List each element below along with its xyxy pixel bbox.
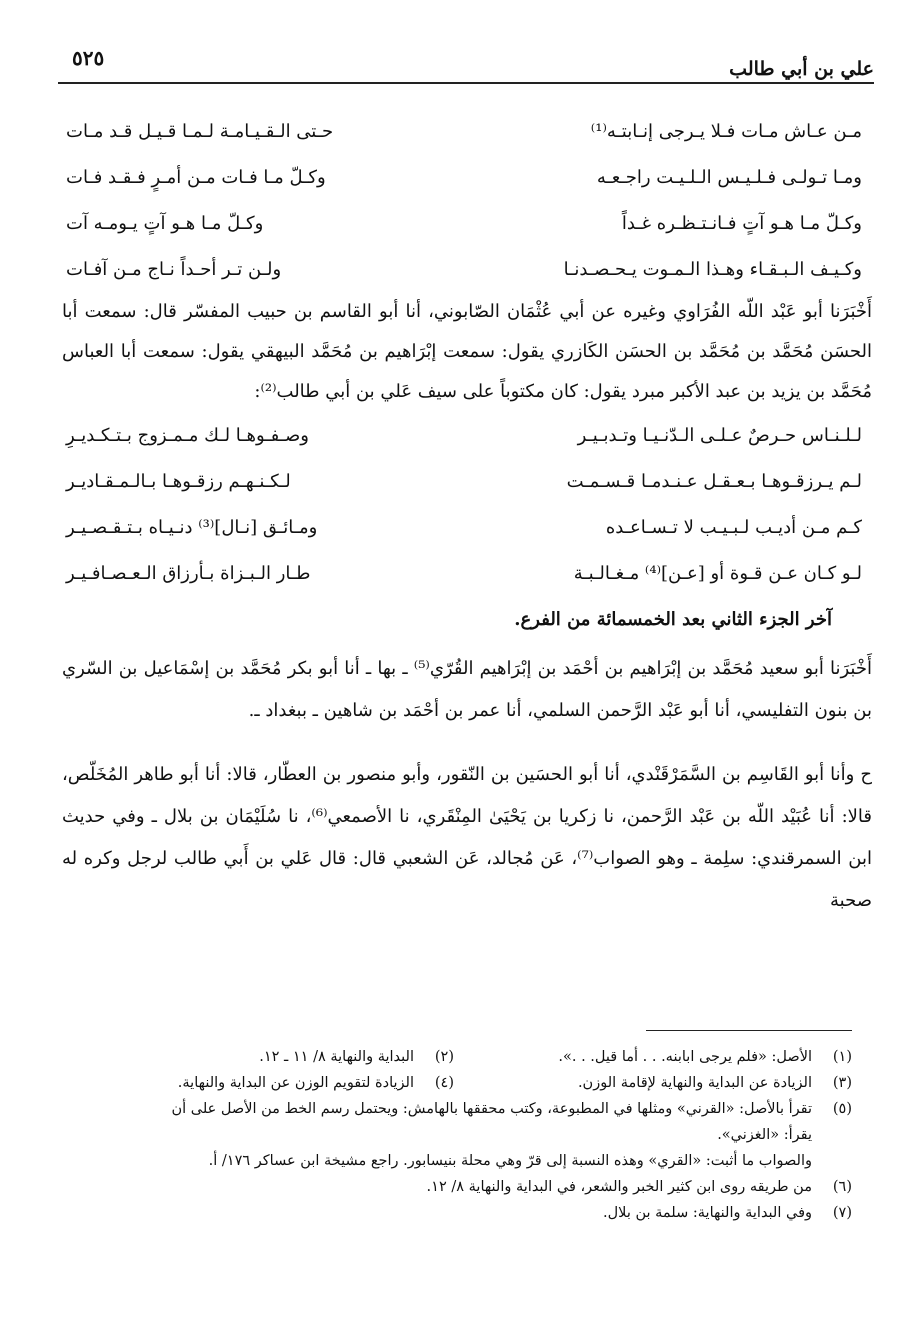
poem-first xyxy=(62,108,872,292)
page-body xyxy=(62,108,872,922)
footnote-continuation: يقرأ: «الغزني». xyxy=(717,1127,812,1143)
verse-first-hemistich: لـو كـان عـن قـوة أو [عـن]⁽⁴⁾ مـغـالـبـة xyxy=(573,562,862,584)
verse-second-hemistich: ومـائـق [نـال]⁽³⁾ دنـيـاه بـتـقـصـيـر xyxy=(66,516,318,538)
verse xyxy=(62,154,872,200)
header-rule xyxy=(58,82,874,84)
footnote-rule xyxy=(646,1030,852,1031)
footnote-number: (٤) xyxy=(434,1075,454,1091)
footnote xyxy=(56,1174,852,1200)
verse-first-hemistich: وكـلّ مـا هـو آتٍ فـانـتـظـره غـداً xyxy=(621,212,862,234)
footnote-text: وفي البداية والنهاية: سلمة بن بلال. xyxy=(603,1205,812,1221)
verse xyxy=(62,550,872,596)
verse xyxy=(62,108,872,154)
verse xyxy=(62,458,872,504)
footnote xyxy=(56,1096,852,1122)
running-title: علي بن أبي طالب xyxy=(729,58,874,80)
verse xyxy=(62,246,872,292)
narration-paragraph: ح وأنا أبو القَاسِم بن السَّمَرْقَنْدي، أنا أبو الحسَين بن النّقور، وأبو منصور بن العطّار، قالا: أنا أبو طاهر المُخَلّص، قالا: أنا عُبَيْد اللّه بن عَبْد الرَّحمن، نا زكريا بن يَحْيَىٰ المِنْقَري، نا الأصمعي⁽⁶⁾، نا سُلَيْمَان بن بلال ـ وفي حديث ابن السمرقندي: سلِمة ـ وهو الصواب⁽⁷⁾، عَن مُجالد، عَن الشعبي قال: قال عَلي بن أَبي طالب لرجل وكره له صحبة xyxy=(62,764,872,911)
footnote-row xyxy=(56,1044,852,1070)
verse-second-hemistich: وكـلّ مـا فـات مـن أمـرٍ فـقـد فـات xyxy=(66,166,326,188)
footnote xyxy=(56,1044,454,1070)
footnote-number: (٦) xyxy=(832,1179,852,1195)
page-header xyxy=(58,44,874,84)
section-end-title: آخر الجزء الثاني بعد الخمسمائة من الفرع. xyxy=(514,609,832,630)
verse-first-hemistich: مـن عـاش مـات فـلا يـرجى إنـابتـه⁽¹⁾ xyxy=(590,120,862,142)
footnote-text: الأصل: «فلم يرجى ابابنه. . . أما قيل. . .». xyxy=(558,1049,812,1065)
verse-first-hemistich: وكـيـف الـبـقـاء وهـذا الـمـوت يـحـصـدنـا xyxy=(563,258,862,280)
footnote-number: (٧) xyxy=(832,1205,852,1221)
verse-first-hemistich: كـم مـن أديـب لـبـيـب لا تـسـاعـده xyxy=(605,516,862,538)
footnote-number: (٣) xyxy=(832,1075,852,1091)
footnote-continuation: والصواب ما أثبت: «القري» وهذه النسبة إلى قرّ وهي محلة بنيسابور. راجع مشيخة ابن عساكر ١٧٦/ أ. xyxy=(208,1153,812,1169)
verse-second-hemistich: وصـفـوهـا لـك مـمـزوج بـتـكـديـرِ xyxy=(66,424,309,446)
footnote-number: (١) xyxy=(832,1049,852,1065)
verse-second-hemistich: طـار الـبـزاة بـأرزاق الـعـصـافـيـر xyxy=(66,562,311,584)
narration-paragraph: أَخْبَرَنا أبو سعيد مُحَمَّد بن إبْرَاهيم بن أحْمَد بن إبْرَاهيم القُرّي⁽⁵⁾ ـ بها ـ أنا أبو بكر مُحَمَّد بن إسْمَاعيل بن السّري بن بنون التفليسي، أنا أبو عَبْد الرَّحمن السلمي، أنا عمر بن أحْمَد بن شاهين ـ ببغداد ـ. xyxy=(62,658,872,721)
footnote-number: (٢) xyxy=(434,1049,454,1065)
verse-first-hemistich: لـم يـرزقـوهـا بـعـقـل عـنـدمـا قـسـمـت xyxy=(566,470,862,492)
verse-second-hemistich: لـكـنـهـم رزقـوهـا بـالـمـقـاديـر xyxy=(66,470,291,492)
footnote-number: (٥) xyxy=(832,1101,852,1117)
poem-second xyxy=(62,412,872,596)
footnote-row xyxy=(56,1070,852,1096)
verse-second-hemistich: حـتى الـقـيـامـة لـمـا قـيـل قـد مـات xyxy=(66,120,334,142)
footnote xyxy=(56,1070,454,1096)
verse xyxy=(62,200,872,246)
footnote-text: الزيادة عن البداية والنهاية لإقامة الوزن. xyxy=(577,1075,812,1091)
footnote xyxy=(454,1044,852,1070)
narration-paragraph: أَخْبَرَنا أبو عَبْد اللّه الفُرَاوي وغيره عن أبي عُثْمَان الصّابوني، أنا أبو القاسم بن حبيب المفسّر قال: سمعت أبا الحسَن مُحَمَّد بن مُحَمَّد بن الحسَن الكَازري يقول: سمعت إبْرَاهيم بن مُحَمَّد البيهقي يقول: سمعت أبا العباس مُحَمَّد بن يزيد بن عبد الأكبر مبرد يقول: كان مكتوباً على سيف عَلي بن أبي طالب⁽²⁾: xyxy=(62,301,872,402)
footnote xyxy=(56,1200,852,1226)
verse-first-hemistich: لـلـنـاس حـرصٌ عـلـى الـدّنـيـا وتـدبـيـر xyxy=(577,424,862,446)
verse-first-hemistich: ومـا تـولـى فـلـيـس الـلـيـت راجـعـه xyxy=(596,166,862,188)
footnote xyxy=(454,1070,852,1096)
paragraph-gap xyxy=(62,732,872,746)
footnote-text: من طريقه روى ابن كثير الخبر والشعر، في البداية والنهاية ٨/ ١٢. xyxy=(426,1179,812,1195)
page-number: ٥٢٥ xyxy=(72,46,105,70)
footnote-text: تقرأ بالأصل: «القرني» ومثلها في المطبوعة، وكتب محققها بالهامش: ويحتمل رسم الخط من الأصل على أن xyxy=(171,1101,812,1117)
verse-second-hemistich: ولـن تـر أحـداً نـاج مـن آفـات xyxy=(66,258,282,280)
verse xyxy=(62,412,872,458)
footnotes xyxy=(56,1044,852,1226)
verse-second-hemistich: وكـلّ مـا هـو آتٍ يـومـه آت xyxy=(66,212,264,234)
verse xyxy=(62,504,872,550)
footnote-text: الزيادة لتقويم الوزن عن البداية والنهاية. xyxy=(177,1075,414,1091)
footnote-text: البداية والنهاية ٨/ ١١ ـ ١٢. xyxy=(259,1049,414,1065)
